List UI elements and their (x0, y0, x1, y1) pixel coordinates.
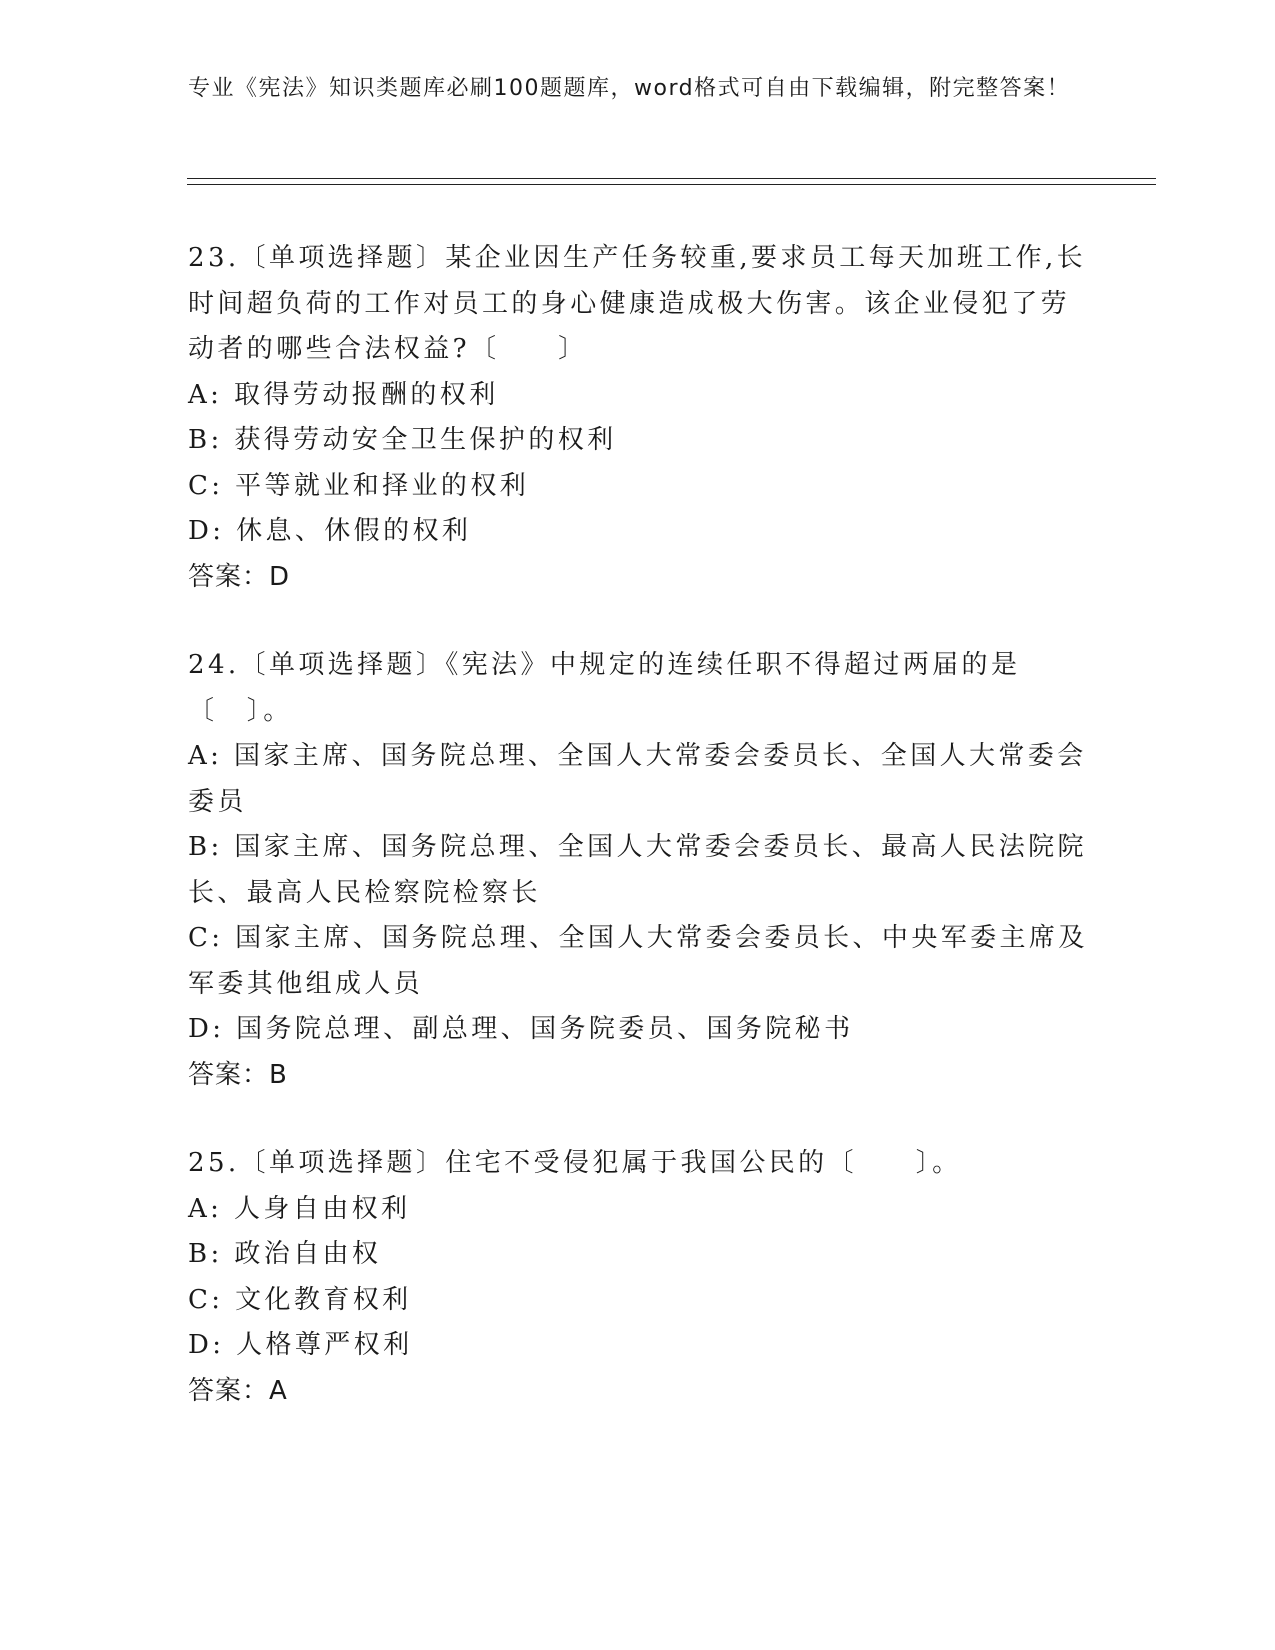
option-d: D: 人格尊严权利 (188, 1330, 413, 1360)
question-block (188, 1141, 1088, 1414)
option-d: D: 休息、休假的权利 (188, 516, 472, 546)
question-stem: 24.〔单项选择题〕《宪法》中规定的连续任职不得超过两届的是〔 〕。 (188, 650, 1021, 726)
header-divider-bottom (187, 184, 1156, 185)
question-stem: 25.〔单项选择题〕住宅不受侵犯属于我国公民的〔 〕。 (188, 1148, 962, 1178)
option-a: A: 人身自由权利 (188, 1193, 411, 1224)
option-a: A: 国家主席、国务院总理、全国人大常委会委员长、全国人大常委会委员 (188, 741, 1087, 817)
option-d: D: 国务院总理、副总理、国务院委员、国务院秘书 (188, 1014, 854, 1044)
question-list (188, 236, 1088, 1457)
option-a: A: 取得劳动报酬的权利 (188, 379, 499, 410)
option-b: B: 国家主席、国务院总理、全国人大常委会委员长、最高人民法院院长、最高人民检察院检察长 (188, 832, 1087, 908)
answer-line: 答案：A (188, 1375, 288, 1406)
page-header-title: 专业《宪法》知识类题库必刷100题题库，word格式可自由下载编辑，附完整答案！ (188, 76, 1071, 101)
answer-line: 答案：D (188, 561, 291, 592)
option-b: B: 政治自由权 (188, 1239, 382, 1269)
question-block (188, 643, 1088, 1098)
question-block (188, 236, 1088, 600)
answer-line: 答案：B (188, 1059, 288, 1090)
header-divider-top (187, 178, 1156, 179)
option-c: C: 平等就业和择业的权利 (188, 470, 530, 501)
option-c: C: 文化教育权利 (188, 1284, 412, 1315)
question-stem: 23.〔单项选择题〕某企业因生产任务较重,要求员工每天加班工作,长时间超负荷的工作对员工的身心健康造成极大伤害。该企业侵犯了劳动者的哪些合法权益?〔 〕 (188, 243, 1087, 364)
option-c: C: 国家主席、国务院总理、全国人大常委会委员长、中央军委主席及军委其他组成人员 (188, 923, 1088, 999)
option-b: B: 获得劳动安全卫生保护的权利 (188, 425, 617, 455)
